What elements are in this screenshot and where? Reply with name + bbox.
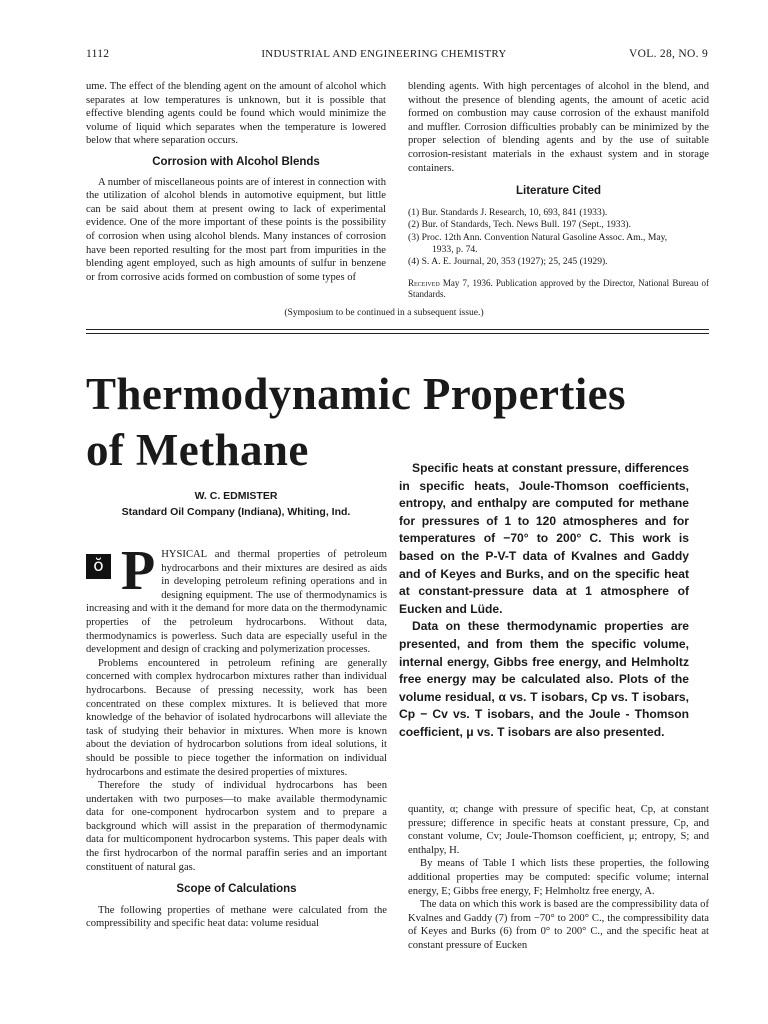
symposium-note: (Symposium to be continued in a subsequent issue.) bbox=[284, 307, 484, 318]
paragraph: The data on which this work is based are the compressibility data of Kvalnes and Gaddy (7) from −70° to 200° C., the compressibility data of Keyes and Burks (6) from 0° to 200° C., and the specific heat at constant pressure of Eucken bbox=[408, 899, 709, 951]
page-number: 1112 bbox=[86, 48, 110, 60]
article-right-column bbox=[408, 803, 709, 953]
intro-paragraph: ŏ P HYSICAL and thermal properties of petroleum hydrocarbons and their mixtures are desired as aids in developing petroleum refining operations and in designing equipment. The use of thermodynamics is increasing and with it the demand for more data on the thermodynamic properties of the petroleum hydrocarbons. Without data, thermodynamics is powerless. Such data are especially useful in the development and design of cracking and polymerization processes. bbox=[86, 540, 387, 656]
divider-rule bbox=[86, 333, 709, 334]
journal-logo-icon: ŏ bbox=[86, 554, 111, 579]
volume-label: VOL. 28, NO. 9 bbox=[629, 48, 708, 60]
section-heading-scope: Scope of Calculations bbox=[176, 883, 297, 896]
article-title-line1: Thermodynamic Properties bbox=[86, 369, 626, 419]
drop-cap: P bbox=[121, 540, 156, 602]
paragraph: quantity, α; change with pressure of specific heat, Cp, at constant pressure; difference in specific heats at constant pressure, Cp, and constant volume, Cv; Joule-Thomson coefficient, μ; entropy, S; and enthalpy, H. bbox=[408, 804, 709, 856]
reference-list bbox=[408, 207, 709, 269]
paragraph: By means of Table I which lists these properties, the following additional properties may be computed: specific volume; internal energy, E; Gibbs free energy, F; Helmholtz free energy, A. bbox=[408, 858, 709, 897]
prev-article-left-column bbox=[86, 80, 386, 284]
paragraph: ume. The effect of the blending agent on the amount of alcohol which separates at low temperatures is unknown, but it is possible that effective blending agents could be found which would minimize the volume of liquid which separates when the temperature is lowered below that where separation occurs. bbox=[86, 81, 386, 147]
abstract-paragraph: Data on these thermodynamic properties are presented, and from them the specific volume, internal energy, Gibbs free energy, and Helmholtz free energy may be calculated also. Plots of the volume residual, α vs. T isobars, Cp vs. T isobars, Cp − Cv vs. T isobars, and the Joule - Thomson coefficient, μ vs. T isobars are also presented. bbox=[399, 619, 689, 739]
reference-item: (3) Proc. 12th Ann. Convention Natural Gasoline Assoc. Am., May, bbox=[408, 231, 668, 243]
received-note: Received May 7, 1936. Publication approved by the Director, National Bureau of Standards. bbox=[408, 277, 709, 300]
reference-item: (4) S. A. E. Journal, 20, 353 (1927); 25, 245 (1929). bbox=[408, 256, 608, 268]
author-name: W. C. EDMISTER bbox=[194, 490, 278, 502]
paragraph: A number of miscellaneous points are of interest in connection with the utilization of alcohol blends in automotive equipment, but little can be said about them at present owing to lack of experimental evidence. One of the more important of these points is the possibility of corrosion when using alcohol blends. Many instances of corrosion have been reported resulting for the most part from impurities in the blending agent employed, such as high amounts of sulfur in benzene or from corrosive acids formed on combustion of some types of bbox=[86, 176, 386, 283]
reference-item: (1) Bur. Standards J. Research, 10, 693, 841 (1933). bbox=[408, 206, 608, 218]
paragraph: The following properties of methane were calculated from the compressibility and specific heat data: volume residual bbox=[86, 904, 387, 930]
paragraph: Problems encountered in petroleum refining are generally concerned with complex hydrocarbon mixtures rather than individual hydrocarbons. Because of pressing necessity, work has been concentrated on these complex mixtures. It is believed that more knowledge of the behavior of isolated hydrocarbons will alleviate the task of studying their behavior in mixtures. When more is known about the deviation of hydrocarbon solutions from ideal solutions, it should be possible to piece together the information on individual hydrocarbons and estimate the desired properties of mixtures. bbox=[86, 657, 387, 778]
author-affiliation: Standard Oil Company (Indiana), Whiting, Ind. bbox=[121, 506, 351, 518]
abstract-paragraph: Specific heats at constant pressure, differences in specific heats, Joule-Thomson coefficients, entropy, and enthalpy are computed for methane for pressures of 1 to 120 atmospheres and for temperatures of −70° to 200° C. This work is based on the P-V-T data of Kvalnes and Gaddy and of Keyes and Burks, and on the specific heat at constant-pressure data at 1 atmosphere of Eucken and Lüde. bbox=[399, 461, 689, 616]
article-left-column bbox=[86, 540, 387, 931]
reference-item: (2) Bur. of Standards, Tech. News Bull. 197 (Sept., 1933). bbox=[408, 219, 631, 231]
prev-article-right-column bbox=[408, 80, 709, 301]
section-heading-literature: Literature Cited bbox=[516, 185, 601, 198]
paragraph: Therefore the study of individual hydrocarbons has been undertaken with two purposes—to make available thermodynamic data for one-component hydrocarbon system and to prepare a background which will assist in the preparation of thermodynamic data for multicomponent hydrocarbon systems. This paper deals with the first hydrocarbon of the normal paraffin series and an important constituent of natural gas. bbox=[86, 780, 387, 873]
section-heading-corrosion: Corrosion with Alcohol Blends bbox=[152, 155, 320, 168]
article-abstract bbox=[399, 460, 689, 742]
paragraph: blending agents. With high percentages of alcohol in the blend, and without the presence of blending agents, the amount of acetic acid formed on combustion may cause corrosion of the exhaust manifold and muffler. Corrosion difficulties probably can be minimized by the proper selection of blending agents and by the use of suitable corrosion-resistant materials in the exhaust system and in storage containers. bbox=[408, 81, 709, 174]
article-title-line2: of Methane bbox=[86, 425, 309, 475]
divider-rule bbox=[86, 329, 709, 330]
received-label: Received bbox=[408, 277, 440, 288]
journal-title: INDUSTRIAL AND ENGINEERING CHEMISTRY bbox=[261, 48, 507, 60]
reference-item: 1933, p. 74. bbox=[432, 243, 478, 255]
